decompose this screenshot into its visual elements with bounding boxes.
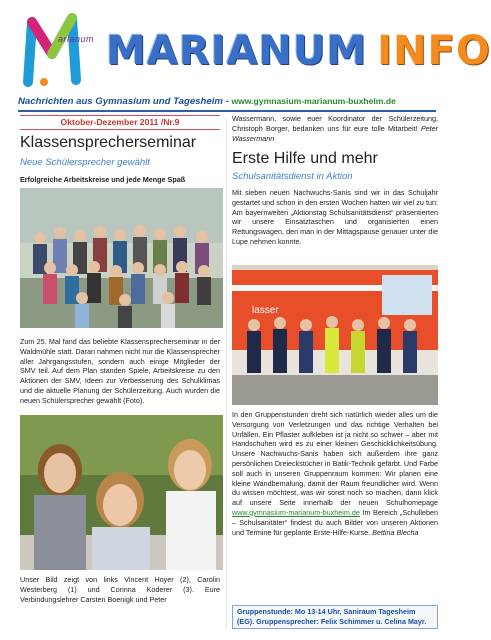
article-kicker: Erfolgreiche Arbeitskreise und jede Menge Spaß [20, 175, 186, 184]
continued-author: Peter Wassermann [232, 123, 439, 143]
article2-paragraph-2-tail: Im Bereich „Schulleben – Schulsanitäter“ findest du auch Bilder von unseren Aktionen und Termine für geplante Erste-Hilfe-Kurse. [232, 507, 438, 537]
sani-team-photo [232, 265, 438, 405]
tagline [18, 96, 436, 107]
tagline-text: Nachrichten aus Gymnasium und Tagesheim - [18, 96, 232, 107]
article-paragraph-1: Zum 25. Mal fand das beliebte Klassensprecherseminar in der Waldmühle statt. Daran nahmen nicht nur die Klassensprecher aller Jahrgangsstufen, sondern auch einige Mitglieder der SMV teil. Auf dem Plan standen Spiele, Arbeitskreise zu den Aktionen der SMV, Ideen zur Verbesserung des Schulklimas und die aktuelle Planung der Schülerzeitung. Auch wurden die neuen Schülersprecher gewählt (Foto). [20, 337, 220, 405]
website-link[interactable]: www.gymnasium-marianum-buxheim.de [231, 96, 396, 106]
masthead-title-main: MARIANUM [106, 28, 368, 74]
column-divider [226, 118, 227, 628]
svg-text:lasser: lasser [252, 305, 279, 316]
article-headline: Klassensprecherseminar [20, 134, 197, 151]
group-info-box: Gruppenstunde: Mo 13-14 Uhr, Saniraum Tagesheim (EG). Gruppensprecher: Felix Schimmer u. Celina Mayr. [232, 605, 438, 629]
homepage-link[interactable]: www.gymnasium-marianum-buxheim.de [232, 507, 360, 517]
masthead-title [106, 28, 491, 74]
header-divider [18, 110, 436, 112]
continued-text [232, 114, 438, 143]
article2-paragraph-2-text: In den Gruppenstunden dreht sich natürlich wieder alles um die Versorgung von Verletzungen und das richtige Verhalten bei Unfällen. Ein Pflaster aufkleben ist ja nicht so schwer – aber mit Handschuhen wird es zu einer kleinen Geschicklichkeitsübung. Unsere Nachwuchs-Sanis haben sich außerdem ihre ganz persönlichen Dreieckstücher in Batik-Technik gefärbt. Und Farbe soll auch in unseren Gruppenraum kommen: Wir planen eine kleine Wandbemalung, damit der Raum freundlicher wird. Wenn du wissen möchtest, was wir sonst noch so machen, dann klick auf unsere Seite innerhalb der neuen Schulhomepage [232, 410, 438, 508]
masthead-title-info: INFO [377, 28, 491, 74]
issue-banner: Oktober-Dezember 2011 /Nr.9 [20, 115, 220, 130]
article2-paragraph-1: Mit sieben neuen Nachwuchs-Sanis sind wir in das Schuljahr gestartet und schon in den ersten Wochen hatten wir viel zu tun: Am bayernweiten „Aktionstag Schulsanitätsdienst“ präsentierten wir unsere Einsatztaschen und organisierten einen Rettungswagen, den man in der Mittagspause genauer unter die Lupe nehmen konnte. [232, 188, 438, 246]
student-speakers-photo [20, 415, 223, 570]
group-photo [20, 188, 223, 328]
article-subheadline: Neue Schülersprecher gewählt [20, 157, 150, 168]
logo-wordmark: arianum [58, 34, 95, 44]
continued-text-body: Wassermann, sowie euer Koordinator der Schülerzeitung, Christoph Borger, bedanken uns für eure tolle Mitarbeit! [232, 114, 438, 133]
article2-headline: Erste Hilfe und mehr [232, 150, 378, 167]
article2-paragraph-2 [232, 410, 438, 537]
article2-subheadline: Schulsanitätsdienst in Aktion [232, 171, 353, 182]
article2-author: Bettina Blecha [372, 527, 419, 537]
article-paragraph-2: Unser Bild zeigt von links Vincent Hoyer (2), Carolin Westerberg (1) und Corinna Koderer (3). Eure Verbindungslehrer Carsten Boenigk und Peter [20, 575, 220, 604]
